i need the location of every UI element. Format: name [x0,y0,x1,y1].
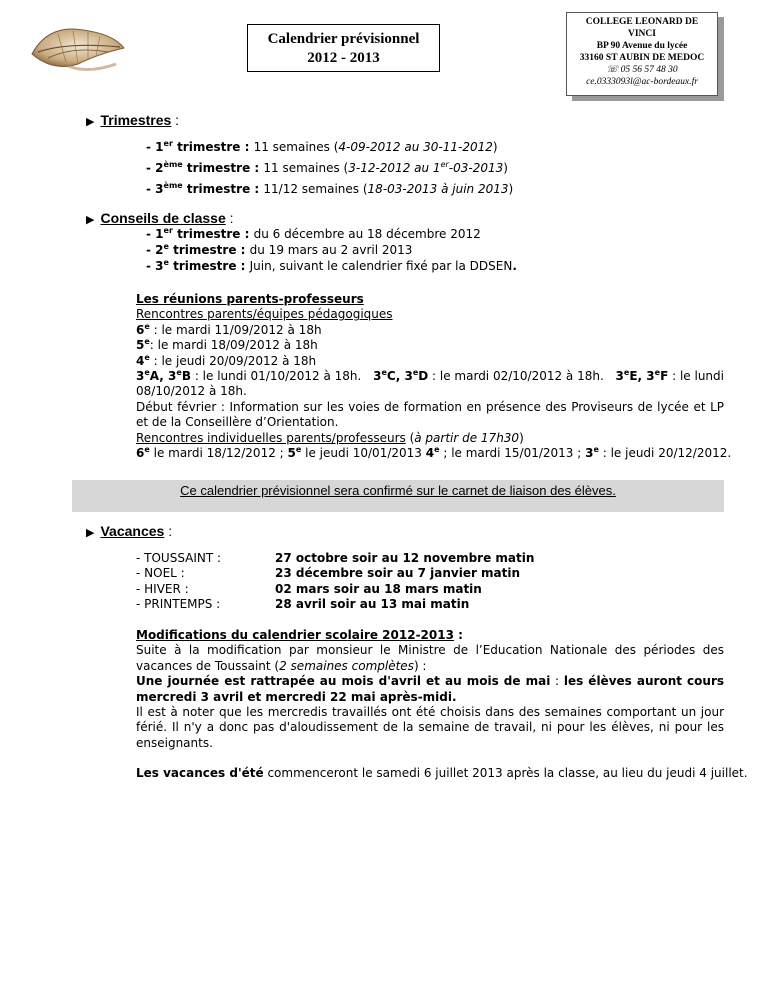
trimestre-item-2: - 2ème trimestre : 11 semaines (3-12-2012 au 1er-03-2013) [146,160,508,175]
conseil-item-3: - 3e trimestre : Juin, suivant le calendrier fixé par la DDSEN. [146,258,517,273]
confirmation-text: Ce calendrier prévisionnel sera confirmé sur le carnet de liaison des élèves. [180,483,616,498]
modifications-block: Modifications du calendrier scolaire 2012-2013 : Suite à la modification par monsieur le Ministre de l’Education Nationale des périodes des vacances de Toussaint (2 semaines complètes) : Une journée est rattrapée au mois d'avril et au mois de mai : les élèves auront cours mercredi 3 avril et mercredi 22 mai après-midi. Il est à noter que les mercredis travaillés ont été choisis dans des semaines comportant un jour férié. Il n'y a donc pas d'aloudissement de la semaine de travail, ni pour les élèves, ni pour les enseignants. Les vacances d'été commenceront le samedi 6 juillet 2013 après la classe, au lieu du jeudi 4 juillet. [136,628,748,781]
section-heading-conseils: Conseils de classe [100,210,226,226]
reunion-6e: 6e : le mardi 11/09/2012 à 18h [136,321,322,337]
reunion-4e: 4e : le jeudi 20/09/2012 à 18h [136,352,317,368]
phone-icon: ☏ [606,65,621,75]
vacances-row: - HIVER : 02 mars soir au 18 mars matin [136,581,482,596]
section-conseils: ▶ Conseils de classe : [86,210,234,226]
vacances-row: - PRINTEMPS : 28 avril soir au 13 mai matin [136,597,470,612]
school-phone: ☏ 05 56 57 48 30 [606,65,678,75]
rencontres-equipes: Rencontres parents/équipes pédagogiques [136,307,393,322]
vacances-row: - NOEL : 23 décembre soir au 7 janvier matin [136,566,521,581]
modifications-paragraph-3: Il est à noter que les mercredis travaillés ont été choisis dans des semaines comportant un jour férié. Il n'y a donc pas d'aloudissement de la semaine de travail, ni pour les élèves, ni pour les enseignants. [136,705,724,750]
reunion-3e: 3eA, 3eB : le lundi 01/10/2012 à 18h. 3eC, 3eD : le mardi 02/10/2012 à 18h. 3eE, 3eF : le lundi [136,368,724,384]
school-email[interactable]: ce.0333093l@ac-bordeaux.fr [586,77,698,87]
school-address-1: BP 90 Avenue du lycée [596,41,688,51]
vacances-ete: Les vacances d'été commenceront le samedi 6 juillet 2013 après la classe, au lieu du jeudi 4 juillet. [136,766,748,781]
vacances-row: - TOUSSAINT : 27 octobre soir au 12 novembre matin [136,551,535,565]
school-address-box [566,12,718,96]
confirmation-banner [72,480,724,512]
title-line-1: Calendrier prévisionnel [267,31,420,47]
modifications-paragraph-2: Une journée est rattrapée au mois d'avril et au mois de mai : les élèves auront cours mercredi 3 avril et mercredi 22 mai après-midi. [136,674,725,704]
rencontres-individuelles-dates: 6e le mardi 18/12/2012 ; 5e le jeudi 10/01/2013 4e ; le mardi 15/01/2013 ; 3e : le jeudi 20/12/2012. [136,445,732,461]
triangle-right-icon: ▶ [86,527,95,539]
reunion-5e: 5e: le mardi 18/09/2012 à 18h [136,337,318,353]
trimestre-item-1: - 1er trimestre : 11 semaines (4-09-2012 au 30-11-2012) [146,139,498,154]
reunions-heading: Les réunions parents-professeurs [136,292,364,306]
school-name-2: VINCI [628,29,656,39]
section-heading-vacances: Vacances [100,523,165,539]
section-trimestres: ▶ Trimestres : [86,112,180,128]
modifications-paragraph-1: Suite à la modification par monsieur le Ministre de l’Education Nationale des périodes des vacances de Toussaint (2 semaines complètes) : [136,643,724,673]
reunions-block [136,292,732,461]
triangle-right-icon: ▶ [86,214,95,226]
fevrier-info: Début février : Information sur les voies de formation en présence des Proviseurs de lycée et LP et de la Conseillère d’Orientation. [136,399,724,430]
conseil-item-1: - 1er trimestre : du 6 décembre au 18 décembre 2012 [146,226,481,241]
title-line-2: 2012 - 2013 [307,50,380,66]
modifications-heading: Modifications du calendrier scolaire 2012-2013 [136,628,454,642]
document-title-box [247,24,440,72]
reunion-3e-cont: 08/10/2012 à 18h. [136,384,247,399]
vacances-table [136,551,534,613]
conseil-item-2: - 2e trimestre : du 19 mars au 2 avril 2013 [146,242,413,257]
leonardo-wing-logo [28,14,128,76]
trimestre-item-3: - 3ème trimestre : 11/12 semaines (18-03-2013 à juin 2013) [146,181,514,196]
triangle-right-icon: ▶ [86,116,95,128]
rencontres-individuelles: Rencontres individuelles parents/professeurs (à partir de 17h30) [136,430,524,445]
section-heading-trimestres: Trimestres [100,112,172,128]
section-vacances: ▶ Vacances : [86,523,173,539]
school-address-2: 33160 ST AUBIN DE MEDOC [579,53,705,63]
school-name-1: COLLEGE LEONARD DE [585,17,699,27]
